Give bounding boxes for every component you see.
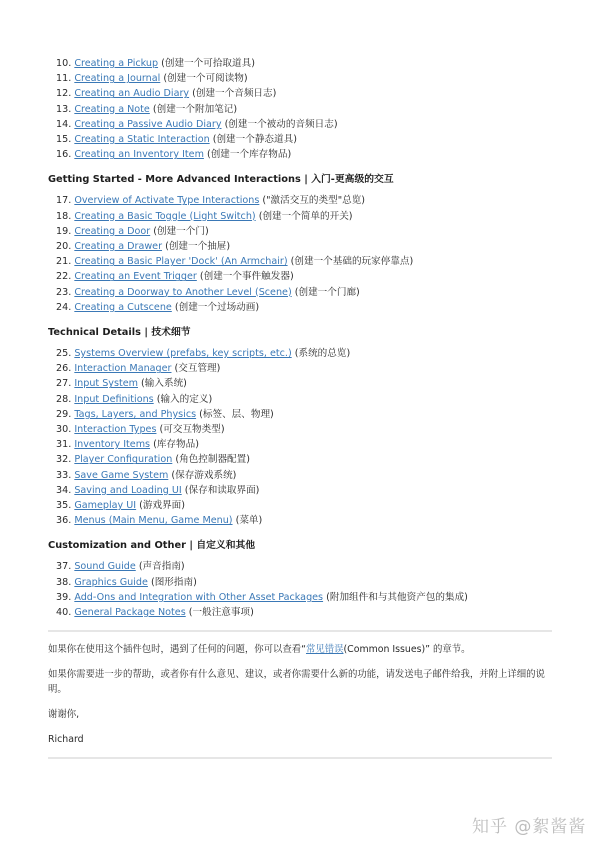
toc-link-creating-a-static-interaction[interactable]: Creating a Static Interaction <box>74 134 210 146</box>
toc-list <box>48 193 552 315</box>
section-heading: Customization and Other | 自定义和其他 <box>48 540 256 552</box>
toc-item: 36. Menus (Main Menu, Game Menu) (菜单) <box>56 515 263 527</box>
toc-item: 31. Inventory Items (库存物品) <box>56 439 199 451</box>
help-paragraph: 如果你在使用这个插件包时，遇到了任何的问题，你可以查看“常见错误(Common Issues)” 的章节。 <box>48 644 471 656</box>
divider-top <box>48 630 552 632</box>
toc-item: 29. Tags, Layers, and Physics (标签、层、物理) <box>56 408 274 420</box>
toc-item: 34. Saving and Loading UI (保存和读取界面) <box>56 484 260 496</box>
toc-item: 23. Creating a Doorway to Another Level (Scene) (创建一个门廊) <box>56 286 360 298</box>
toc-group-advanced-interactions <box>48 171 552 315</box>
toc-item: 12. Creating an Audio Diary (创建一个音频日志) <box>56 88 277 100</box>
toc-item: 25. Systems Overview (prefabs, key scripts, etc.) (系统的总览) <box>56 348 351 360</box>
toc-item: 24. Creating a Cutscene (创建一个过场动画) <box>56 301 260 313</box>
toc-group-technical-details <box>48 324 552 528</box>
section-heading: Getting Started - More Advanced Interactions | 入门-更高级的交互 <box>48 174 394 186</box>
document-page <box>48 56 552 759</box>
toc-group-getting-started-continued <box>48 56 552 162</box>
toc-link-save-game-system[interactable]: Save Game System <box>74 469 169 481</box>
section-heading: Technical Details | 技术细节 <box>48 327 191 339</box>
signature: Richard <box>48 734 84 746</box>
toc-item: 40. General Package Notes (一般注意事项) <box>56 607 254 619</box>
toc-item: 18. Creating a Basic Toggle (Light Switch) (创建一个简单的开关) <box>56 210 353 222</box>
toc-item: 28. Input Definitions (输入的定义) <box>56 393 213 405</box>
toc-item: 16. Creating an Inventory Item (创建一个库存物品) <box>56 149 292 161</box>
toc-item: 38. Graphics Guide (图形指南) <box>56 576 197 588</box>
common-issues-link[interactable]: 常见错误 <box>305 644 344 656</box>
toc-link-creating-a-drawer[interactable]: Creating a Drawer <box>74 241 163 253</box>
toc-item: 10. Creating a Pickup (创建一个可拾取道具) <box>56 58 255 69</box>
toc-link-creating-a-note[interactable]: Creating a Note <box>74 103 150 115</box>
toc-group-customization <box>48 537 552 620</box>
toc-item: 26. Interaction Manager (交互管理) <box>56 363 221 375</box>
toc-item: 30. Interaction Types (可交互物类型) <box>56 424 225 436</box>
toc-item: 19. Creating a Door (创建一个门) <box>56 225 209 237</box>
toc-link-doorway-another-level[interactable]: Creating a Doorway to Another Level (Scene) <box>74 286 292 298</box>
toc-item: 27. Input System (输入系统) <box>56 378 187 390</box>
toc-link-event-trigger[interactable]: Creating an Event Trigger <box>74 271 197 283</box>
toc-link-gameplay-ui[interactable]: Gameplay UI <box>74 500 137 512</box>
toc-link-creating-a-cutscene[interactable]: Creating a Cutscene <box>74 301 172 313</box>
toc-item: 20. Creating a Drawer (创建一个抽屉) <box>56 241 231 253</box>
toc-link-systems-overview[interactable]: Systems Overview (prefabs, key scripts, etc.) <box>74 348 292 360</box>
toc-item: 39. Add-Ons and Integration with Other Asset Packages (附加组件和与其他资产包的集成) <box>56 591 468 603</box>
toc-link-creating-a-door[interactable]: Creating a Door <box>74 225 151 237</box>
toc-link-menus[interactable]: Menus (Main Menu, Game Menu) <box>74 515 233 527</box>
watermark: 知乎 @絮酱酱 <box>472 817 587 837</box>
toc-item: 22. Creating an Event Trigger (创建一个事件触发器) <box>56 271 294 283</box>
toc-link-creating-an-audio-diary[interactable]: Creating an Audio Diary <box>74 88 190 100</box>
toc-link-sound-guide[interactable]: Sound Guide <box>74 561 136 573</box>
toc-link-input-definitions[interactable]: Input Definitions <box>74 393 154 405</box>
toc-link-player-configuration[interactable]: Player Configuration <box>74 454 173 466</box>
toc-link-add-ons-integration[interactable]: Add-Ons and Integration with Other Asset Packages <box>74 591 324 603</box>
toc-link-creating-a-pickup[interactable]: Creating a Pickup <box>74 58 159 69</box>
toc-list <box>48 56 552 162</box>
toc-link-input-system[interactable]: Input System <box>74 378 138 390</box>
toc-list <box>48 346 552 528</box>
toc-item: 14. Creating a Passive Audio Diary (创建一个被动的音频日志) <box>56 118 338 130</box>
toc-link-basic-toggle[interactable]: Creating a Basic Toggle (Light Switch) <box>74 210 256 222</box>
toc-list <box>48 559 552 620</box>
toc-item: 35. Gameplay UI (游戏界面) <box>56 500 186 512</box>
toc-item: 15. Creating a Static Interaction (创建一个静态道具) <box>56 134 297 146</box>
toc-link-inventory-items[interactable]: Inventory Items <box>74 439 151 451</box>
toc-link-creating-a-journal[interactable]: Creating a Journal <box>74 73 161 85</box>
toc-link-interaction-types[interactable]: Interaction Types <box>74 424 157 436</box>
toc-link-tags-layers-physics[interactable]: Tags, Layers, and Physics <box>74 408 197 420</box>
toc-link-graphics-guide[interactable]: Graphics Guide <box>74 576 148 588</box>
divider-bottom <box>48 757 552 759</box>
contact-paragraph: 如果你需要进一步的帮助，或者你有什么意见、建议，或者你需要什么新的功能，请发送电子邮件给我，并附上详细的说明。 <box>48 669 545 696</box>
thanks-text: 谢谢你, <box>48 709 80 721</box>
toc-link-overview-activate-types[interactable]: Overview of Activate Type Interactions <box>74 195 260 207</box>
toc-link-saving-loading-ui[interactable]: Saving and Loading UI <box>74 484 182 496</box>
toc-link-player-dock[interactable]: Creating a Basic Player 'Dock' (An Armchair) <box>74 256 288 268</box>
toc-link-general-package-notes[interactable]: General Package Notes <box>74 607 186 619</box>
toc-link-interaction-manager[interactable]: Interaction Manager <box>74 363 172 375</box>
toc-link-creating-an-inventory-item[interactable]: Creating an Inventory Item <box>74 149 204 161</box>
toc-item: 37. Sound Guide (声音指南) <box>56 561 185 573</box>
toc-item: 21. Creating a Basic Player 'Dock' (An Armchair) (创建一个基础的玩家停靠点) <box>56 256 414 268</box>
toc-link-creating-a-passive-audio-diary[interactable]: Creating a Passive Audio Diary <box>74 118 222 130</box>
toc-item: 17. Overview of Activate Type Interactions ("激活交互的类型"总览) <box>56 195 366 207</box>
toc-item: 33. Save Game System (保存游戏系统) <box>56 469 237 481</box>
toc-item: 32. Player Configuration (角色控制器配置) <box>56 454 250 466</box>
toc-item: 13. Creating a Note (创建一个附加笔记) <box>56 103 238 115</box>
toc-item: 11. Creating a Journal (创建一个可阅读物) <box>56 73 248 85</box>
